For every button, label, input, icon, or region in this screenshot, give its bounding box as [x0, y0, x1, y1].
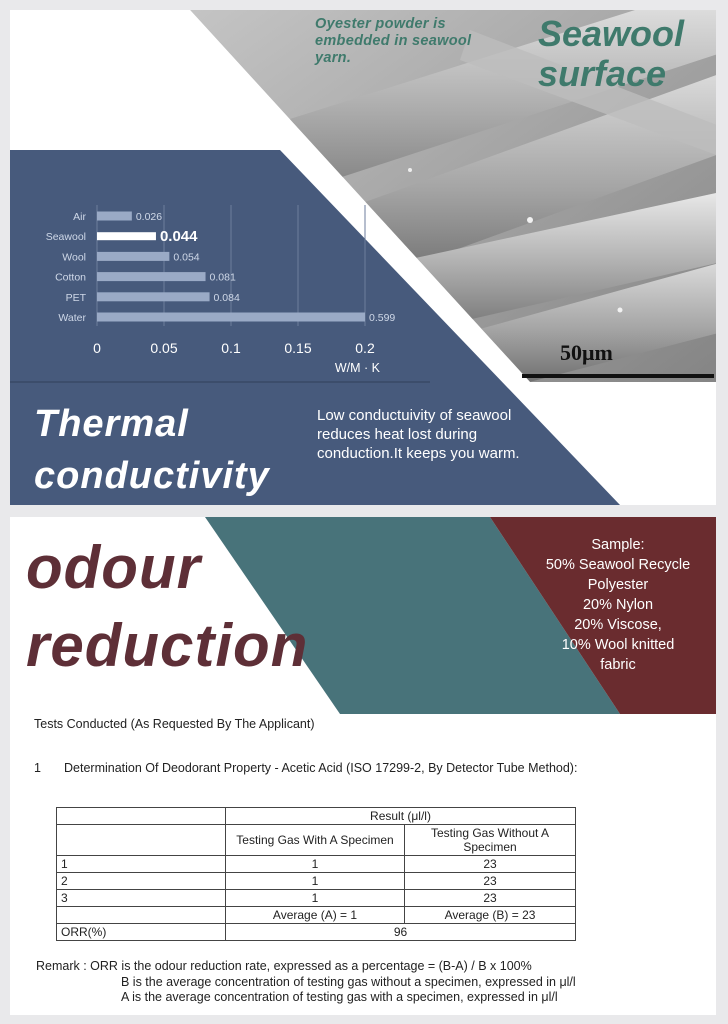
- table-average-row: [57, 907, 576, 924]
- bar-air: [97, 212, 132, 221]
- thermal-description: Low conductuivity of seawool reduces heat lost during conduction.It keeps you warm.: [317, 407, 520, 462]
- x-tick-label: 0.05: [150, 340, 178, 356]
- table-cell-empty: [57, 825, 226, 856]
- scalebar-label: 50μm: [560, 340, 613, 365]
- table-row: [57, 890, 576, 907]
- x-tick-label: 0.2: [355, 340, 375, 356]
- test-number: 1: [34, 761, 41, 775]
- sample-description: Sample: 50% Seawool Recycle Polyester 20% Nylon 20% Viscose, 10% Wool knitted fabric: [545, 537, 691, 673]
- x-tick-label: 0: [93, 340, 101, 356]
- x-tick-label: 0.1: [221, 340, 241, 356]
- remark-line-1: Remark : ORR is the odour reduction rate, expressed as a percentage = (B-A) / B x 100%: [36, 959, 532, 973]
- thermal-conductivity-chart: [10, 10, 430, 390]
- odour-reduction-panel: [10, 517, 716, 1015]
- category-label: Water: [58, 312, 86, 324]
- col-without-specimen: Testing Gas Without A Specimen: [405, 825, 576, 856]
- col-with-specimen: Testing Gas With A Specimen: [226, 825, 405, 856]
- bar-cotton: [97, 272, 206, 281]
- thermal-conductivity-title: Thermal conductivity: [34, 403, 270, 497]
- category-label: Wool: [62, 251, 86, 264]
- category-label: Cotton: [55, 271, 86, 284]
- odour-reduction-title: odour reduction: [26, 534, 309, 679]
- category-label: Air: [73, 211, 86, 223]
- data-label: 0.026: [135, 211, 163, 223]
- oyster-powder-caption: Oyester powder is embedded in seawool yarn.: [315, 16, 472, 66]
- average-a: Average (A) = 1: [226, 907, 405, 924]
- remark-line-2: B is the average concentration of testing gas without a specimen, expressed in μl/l: [121, 974, 576, 989]
- data-label: 0.599: [369, 312, 396, 324]
- data-label: 0.044: [159, 228, 198, 246]
- row-with-value: 1: [226, 873, 405, 890]
- orr-label: ORR(%): [57, 924, 226, 941]
- x-tick-label: 0.15: [284, 340, 312, 356]
- row-without-value: 23: [405, 890, 576, 907]
- remark: [36, 959, 576, 1006]
- row-label: 1: [57, 856, 226, 873]
- row-label: 3: [57, 890, 226, 907]
- remark-line-3: A is the average concentration of testing gas with a specimen, expressed in μl/l: [121, 990, 558, 1004]
- test-title: Determination Of Deodorant Property - Acetic Acid (ISO 17299-2, By Detector Tube Method):: [64, 761, 578, 775]
- table-row: [57, 873, 576, 890]
- x-axis-label: W/M · K: [334, 361, 380, 375]
- data-label: 0.054: [173, 251, 200, 264]
- table-row: [57, 856, 576, 873]
- bar-wool: [97, 252, 169, 261]
- row-without-value: 23: [405, 856, 576, 873]
- row-with-value: 1: [226, 890, 405, 907]
- orr-value: 96: [226, 924, 576, 941]
- row-with-value: 1: [226, 856, 405, 873]
- test-item: [34, 761, 577, 775]
- tests-heading: Tests Conducted (As Requested By The Applicant): [34, 717, 315, 731]
- bar-seawool: [97, 232, 156, 240]
- seawool-surface-title: Seawool surface: [538, 13, 685, 94]
- table-cell-empty: [57, 907, 226, 924]
- bar-water: [97, 313, 365, 322]
- table-header-row: [57, 808, 576, 825]
- category-label: Seawool: [45, 231, 86, 244]
- bar-pet: [97, 292, 210, 301]
- row-label: 2: [57, 873, 226, 890]
- data-label: 0.081: [209, 271, 236, 284]
- result-header: Result (μl/l): [226, 808, 576, 825]
- table-cell-empty: [57, 808, 226, 825]
- table-subheader-row: [57, 825, 576, 856]
- average-b: Average (B) = 23: [405, 907, 576, 924]
- thermal-conductivity-panel: [10, 10, 716, 505]
- table-orr-row: [57, 924, 576, 941]
- result-table: [56, 807, 576, 941]
- category-label: PET: [65, 291, 86, 304]
- row-without-value: 23: [405, 873, 576, 890]
- data-label: 0.084: [213, 291, 240, 304]
